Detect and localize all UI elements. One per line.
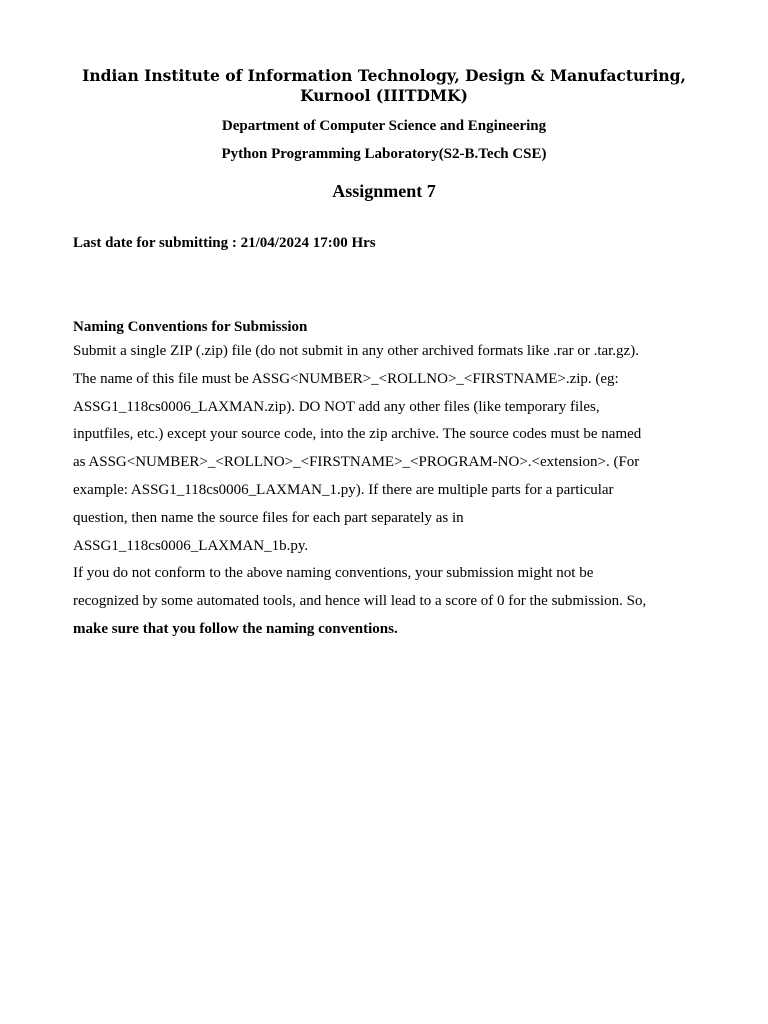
institute-name-line-2: Kurnool (IIITDMK) bbox=[300, 86, 468, 105]
body-line: The name of this file must be ASSG<NUMBER>_<ROLLNO>_<FIRSTNAME>.zip. (eg: bbox=[73, 370, 619, 387]
institute-name-line-1: Indian Institute of Information Technology, Design & Manufacturing, bbox=[82, 66, 686, 85]
body-line: inputfiles, etc.) except your source code, into the zip archive. The source codes must be named bbox=[73, 426, 642, 443]
assignment-title: Assignment 7 bbox=[332, 181, 436, 201]
body-line: ASSG1_118cs0006_LAXMAN_1b.py. bbox=[73, 537, 309, 554]
body-line: Submit a single ZIP (.zip) file (do not submit in any other archived formats like .rar or .tar.gz). bbox=[73, 343, 639, 359]
department-title: Department of Computer Science and Engineering bbox=[221, 118, 547, 134]
course-title: Python Programming Laboratory(S2-B.Tech CSE) bbox=[221, 146, 547, 162]
body-line: example: ASSG1_118cs0006_LAXMAN_1.py). If there are multiple parts for a particular bbox=[73, 481, 614, 498]
body-line: If you do not conform to the above naming conventions, your submission might not be bbox=[73, 565, 594, 582]
naming-conventions-section bbox=[73, 316, 693, 644]
body-line: question, then name the source files for each part separately as in bbox=[73, 509, 464, 526]
body-line: recognized by some automated tools, and hence will lead to a score of 0 for the submission. So, bbox=[73, 593, 647, 610]
naming-conventions-emphasis: make sure that you follow the naming conventions. bbox=[73, 620, 398, 637]
body-line: as ASSG<NUMBER>_<ROLLNO>_<FIRSTNAME>_<PROGRAM-NO>.<extension>. (For bbox=[73, 454, 640, 471]
submission-deadline: Last date for submitting : 21/04/2024 17:00 Hrs bbox=[73, 235, 376, 251]
body-line: ASSG1_118cs0006_LAXMAN.zip). DO NOT add any other files (like temporary files, bbox=[73, 398, 600, 415]
naming-conventions-heading: Naming Conventions for Submission bbox=[73, 319, 308, 335]
institute-name bbox=[60, 66, 708, 106]
